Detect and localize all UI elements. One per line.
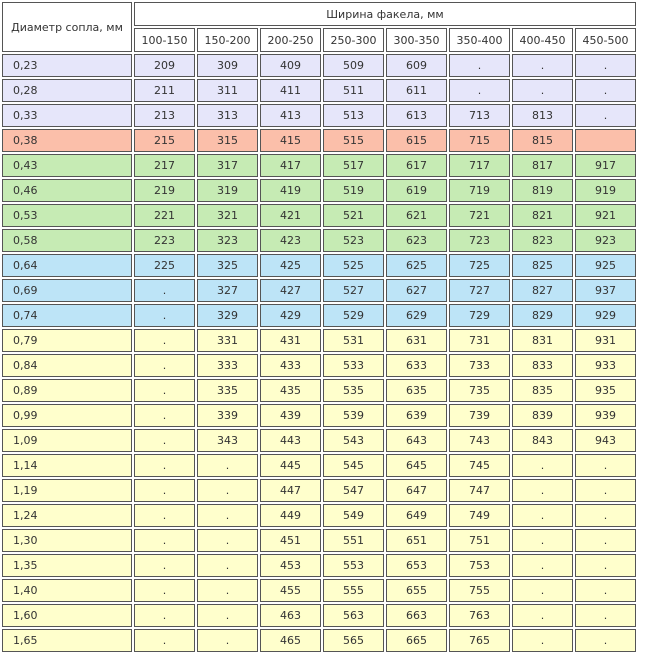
value-cell: 453: [260, 554, 321, 577]
value-cell: 833: [512, 354, 573, 377]
value-cell: 731: [449, 329, 510, 352]
table-row: [2, 229, 636, 252]
nozzle-diameter-cell: 1,09: [2, 429, 132, 452]
column-header: 200-250: [260, 28, 321, 52]
value-cell: 645: [386, 454, 447, 477]
value-cell: .: [575, 579, 636, 602]
table-row: [2, 629, 636, 652]
value-cell: 939: [575, 404, 636, 427]
width-header: Ширина факела, мм: [134, 2, 636, 26]
value-cell: 935: [575, 379, 636, 402]
value-cell: 325: [197, 254, 258, 277]
value-cell: .: [197, 604, 258, 627]
value-cell: 309: [197, 54, 258, 77]
value-cell: 221: [134, 204, 195, 227]
table-row: [2, 254, 636, 277]
value-cell: 923: [575, 229, 636, 252]
value-cell: 449: [260, 504, 321, 527]
value-cell: 717: [449, 154, 510, 177]
value-cell: 743: [449, 429, 510, 452]
value-cell: 315: [197, 129, 258, 152]
value-cell: .: [134, 479, 195, 502]
value-cell: 513: [323, 104, 384, 127]
nozzle-diameter-cell: 1,24: [2, 504, 132, 527]
value-cell: 643: [386, 429, 447, 452]
value-cell: .: [449, 54, 510, 77]
value-cell: 829: [512, 304, 573, 327]
value-cell: .: [575, 79, 636, 102]
nozzle-diameter-cell: 0,84: [2, 354, 132, 377]
value-cell: 213: [134, 104, 195, 127]
nozzle-diameter-cell: 1,30: [2, 529, 132, 552]
value-cell: .: [134, 629, 195, 652]
value-cell: 535: [323, 379, 384, 402]
value-cell: 715: [449, 129, 510, 152]
value-cell: .: [197, 504, 258, 527]
value-cell: 729: [449, 304, 510, 327]
value-cell: 621: [386, 204, 447, 227]
table-row: [2, 479, 636, 502]
value-cell: 527: [323, 279, 384, 302]
value-cell: .: [512, 604, 573, 627]
value-cell: 937: [575, 279, 636, 302]
nozzle-diameter-cell: 1,40: [2, 579, 132, 602]
value-cell: .: [197, 454, 258, 477]
table-row: [2, 129, 636, 152]
value-cell: 919: [575, 179, 636, 202]
value-cell: 611: [386, 79, 447, 102]
table-row: [2, 429, 636, 452]
nozzle-diameter-cell: 0,99: [2, 404, 132, 427]
value-cell: 633: [386, 354, 447, 377]
value-cell: 725: [449, 254, 510, 277]
value-cell: 427: [260, 279, 321, 302]
value-cell: 631: [386, 329, 447, 352]
value-cell: .: [134, 579, 195, 602]
table-row: [2, 204, 636, 227]
column-header: 250-300: [323, 28, 384, 52]
value-cell: 733: [449, 354, 510, 377]
value-cell: .: [575, 479, 636, 502]
value-cell: .: [134, 354, 195, 377]
value-cell: 723: [449, 229, 510, 252]
value-cell: 735: [449, 379, 510, 402]
value-cell: .: [134, 554, 195, 577]
value-cell: .: [134, 279, 195, 302]
value-cell: 439: [260, 404, 321, 427]
value-cell: 539: [323, 404, 384, 427]
value-cell: .: [449, 79, 510, 102]
value-cell: .: [134, 604, 195, 627]
value-cell: 335: [197, 379, 258, 402]
value-cell: .: [575, 604, 636, 627]
table-row: [2, 354, 636, 377]
value-cell: 415: [260, 129, 321, 152]
value-cell: 223: [134, 229, 195, 252]
value-cell: 625: [386, 254, 447, 277]
column-header: 300-350: [386, 28, 447, 52]
value-cell: 421: [260, 204, 321, 227]
value-cell: .: [575, 554, 636, 577]
value-cell: .: [134, 504, 195, 527]
value-cell: 417: [260, 154, 321, 177]
value-cell: 819: [512, 179, 573, 202]
value-cell: .: [134, 329, 195, 352]
value-cell: 549: [323, 504, 384, 527]
value-cell: 333: [197, 354, 258, 377]
value-cell: 917: [575, 154, 636, 177]
value-cell: .: [197, 479, 258, 502]
table-row: [2, 329, 636, 352]
value-cell: .: [512, 554, 573, 577]
value-cell: 433: [260, 354, 321, 377]
table-row: [2, 179, 636, 202]
value-cell: 815: [512, 129, 573, 152]
value-cell: 663: [386, 604, 447, 627]
value-cell: 209: [134, 54, 195, 77]
value-cell: 827: [512, 279, 573, 302]
value-cell: 445: [260, 454, 321, 477]
value-cell: 319: [197, 179, 258, 202]
value-cell: .: [512, 79, 573, 102]
value-cell: 447: [260, 479, 321, 502]
value-cell: 217: [134, 154, 195, 177]
value-cell: 451: [260, 529, 321, 552]
value-cell: 551: [323, 529, 384, 552]
value-cell: 651: [386, 529, 447, 552]
value-cell: 745: [449, 454, 510, 477]
value-cell: 609: [386, 54, 447, 77]
value-cell: 547: [323, 479, 384, 502]
value-cell: 817: [512, 154, 573, 177]
value-cell: 443: [260, 429, 321, 452]
value-cell: 211: [134, 79, 195, 102]
value-cell: .: [575, 454, 636, 477]
value-cell: 619: [386, 179, 447, 202]
value-cell: .: [134, 304, 195, 327]
table-header: [2, 2, 636, 52]
value-cell: 713: [449, 104, 510, 127]
nozzle-diameter-cell: 0,33: [2, 104, 132, 127]
nozzle-diameter-cell: 0,58: [2, 229, 132, 252]
value-cell: 823: [512, 229, 573, 252]
diameter-header: Диаметр сопла, мм: [2, 2, 132, 52]
value-cell: 463: [260, 604, 321, 627]
nozzle-diameter-cell: 1,19: [2, 479, 132, 502]
value-cell: 751: [449, 529, 510, 552]
table-body: [2, 54, 636, 652]
value-cell: 323: [197, 229, 258, 252]
value-cell: .: [575, 529, 636, 552]
table-row: [2, 529, 636, 552]
value-cell: 339: [197, 404, 258, 427]
nozzle-diameter-cell: 0,64: [2, 254, 132, 277]
value-cell: .: [512, 54, 573, 77]
value-cell: 929: [575, 304, 636, 327]
value-cell: 413: [260, 104, 321, 127]
value-cell: 219: [134, 179, 195, 202]
value-cell: 531: [323, 329, 384, 352]
value-cell: .: [134, 379, 195, 402]
value-cell: 529: [323, 304, 384, 327]
table-row: [2, 79, 636, 102]
table-row: [2, 604, 636, 627]
nozzle-diameter-cell: 0,28: [2, 79, 132, 102]
value-cell: 629: [386, 304, 447, 327]
nozzle-diameter-cell: 1,14: [2, 454, 132, 477]
value-cell: [575, 129, 636, 152]
table-row: [2, 404, 636, 427]
value-cell: .: [575, 629, 636, 652]
value-cell: 719: [449, 179, 510, 202]
value-cell: 327: [197, 279, 258, 302]
column-header: 350-400: [449, 28, 510, 52]
nozzle-diameter-cell: 0,23: [2, 54, 132, 77]
value-cell: 739: [449, 404, 510, 427]
value-cell: 835: [512, 379, 573, 402]
table-row: [2, 379, 636, 402]
nozzle-diameter-cell: 0,43: [2, 154, 132, 177]
value-cell: .: [575, 54, 636, 77]
value-cell: .: [134, 454, 195, 477]
value-cell: 721: [449, 204, 510, 227]
column-header: 150-200: [197, 28, 258, 52]
value-cell: 225: [134, 254, 195, 277]
value-cell: 517: [323, 154, 384, 177]
nozzle-diameter-cell: 0,38: [2, 129, 132, 152]
value-cell: 653: [386, 554, 447, 577]
nozzle-diameter-cell: 0,89: [2, 379, 132, 402]
value-cell: .: [512, 529, 573, 552]
value-cell: 655: [386, 579, 447, 602]
value-cell: 321: [197, 204, 258, 227]
value-cell: 615: [386, 129, 447, 152]
nozzle-diameter-cell: 1,65: [2, 629, 132, 652]
table-row: [2, 554, 636, 577]
value-cell: 419: [260, 179, 321, 202]
value-cell: 925: [575, 254, 636, 277]
value-cell: 825: [512, 254, 573, 277]
value-cell: 839: [512, 404, 573, 427]
value-cell: 755: [449, 579, 510, 602]
table-row: [2, 154, 636, 177]
value-cell: 921: [575, 204, 636, 227]
table-row: [2, 279, 636, 302]
value-cell: 665: [386, 629, 447, 652]
value-cell: 749: [449, 504, 510, 527]
nozzle-diameter-cell: 0,79: [2, 329, 132, 352]
value-cell: 519: [323, 179, 384, 202]
value-cell: 753: [449, 554, 510, 577]
table-row: [2, 54, 636, 77]
value-cell: 215: [134, 129, 195, 152]
value-cell: 843: [512, 429, 573, 452]
value-cell: .: [197, 529, 258, 552]
value-cell: 821: [512, 204, 573, 227]
value-cell: 525: [323, 254, 384, 277]
table-row: [2, 579, 636, 602]
value-cell: 423: [260, 229, 321, 252]
value-cell: 565: [323, 629, 384, 652]
value-cell: 647: [386, 479, 447, 502]
value-cell: .: [197, 629, 258, 652]
value-cell: 553: [323, 554, 384, 577]
value-cell: 511: [323, 79, 384, 102]
value-cell: .: [134, 529, 195, 552]
nozzle-diameter-cell: 0,74: [2, 304, 132, 327]
value-cell: .: [512, 629, 573, 652]
nozzle-diameter-cell: 1,60: [2, 604, 132, 627]
value-cell: 317: [197, 154, 258, 177]
value-cell: 455: [260, 579, 321, 602]
nozzle-diameter-cell: 0,46: [2, 179, 132, 202]
column-header: 450-500: [575, 28, 636, 52]
value-cell: .: [134, 404, 195, 427]
nozzle-diameter-cell: 0,69: [2, 279, 132, 302]
value-cell: 747: [449, 479, 510, 502]
value-cell: 649: [386, 504, 447, 527]
value-cell: 435: [260, 379, 321, 402]
column-header: 400-450: [512, 28, 573, 52]
value-cell: 509: [323, 54, 384, 77]
value-cell: .: [575, 504, 636, 527]
value-cell: 613: [386, 104, 447, 127]
value-cell: 813: [512, 104, 573, 127]
value-cell: .: [197, 554, 258, 577]
value-cell: 545: [323, 454, 384, 477]
table-row: [2, 104, 636, 127]
value-cell: 409: [260, 54, 321, 77]
value-cell: 563: [323, 604, 384, 627]
value-cell: 627: [386, 279, 447, 302]
value-cell: 521: [323, 204, 384, 227]
value-cell: 831: [512, 329, 573, 352]
value-cell: 331: [197, 329, 258, 352]
value-cell: 543: [323, 429, 384, 452]
value-cell: .: [197, 579, 258, 602]
table-row: [2, 504, 636, 527]
value-cell: 311: [197, 79, 258, 102]
value-cell: 617: [386, 154, 447, 177]
value-cell: .: [512, 479, 573, 502]
value-cell: 523: [323, 229, 384, 252]
table-row: [2, 454, 636, 477]
value-cell: 933: [575, 354, 636, 377]
value-cell: 727: [449, 279, 510, 302]
value-cell: .: [512, 579, 573, 602]
column-header: 100-150: [134, 28, 195, 52]
value-cell: 429: [260, 304, 321, 327]
value-cell: 943: [575, 429, 636, 452]
value-cell: .: [575, 104, 636, 127]
value-cell: 623: [386, 229, 447, 252]
value-cell: 515: [323, 129, 384, 152]
value-cell: 313: [197, 104, 258, 127]
value-cell: 639: [386, 404, 447, 427]
value-cell: 635: [386, 379, 447, 402]
value-cell: 533: [323, 354, 384, 377]
value-cell: .: [512, 504, 573, 527]
value-cell: 411: [260, 79, 321, 102]
value-cell: 343: [197, 429, 258, 452]
value-cell: .: [512, 454, 573, 477]
value-cell: 425: [260, 254, 321, 277]
nozzle-diameter-cell: 1,35: [2, 554, 132, 577]
value-cell: 329: [197, 304, 258, 327]
table-row: [2, 304, 636, 327]
value-cell: 431: [260, 329, 321, 352]
value-cell: 931: [575, 329, 636, 352]
value-cell: .: [134, 429, 195, 452]
value-cell: 465: [260, 629, 321, 652]
nozzle-diameter-cell: 0,53: [2, 204, 132, 227]
value-cell: 765: [449, 629, 510, 652]
value-cell: 555: [323, 579, 384, 602]
value-cell: 763: [449, 604, 510, 627]
